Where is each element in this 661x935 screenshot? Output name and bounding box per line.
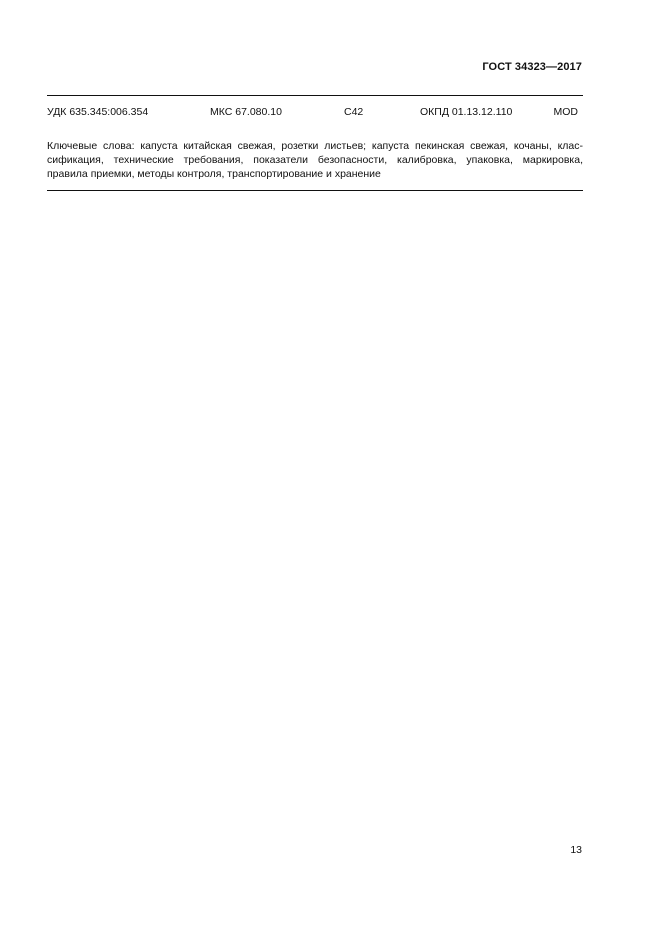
keywords-paragraph	[47, 139, 583, 181]
top-divider	[47, 95, 583, 96]
page-number: 13	[570, 844, 582, 856]
okp-code: С42	[344, 106, 364, 118]
keywords-line: сификация, технические требования, показатели безопасности, калибровка, упаковка, маркировка,	[47, 154, 583, 166]
okpd-code: ОКПД 01.13.12.110	[420, 106, 513, 118]
bottom-divider	[47, 190, 583, 191]
keywords-line: правила приемки, методы контроля, транспортирование и хранение	[47, 168, 381, 180]
mks-code: МКС 67.080.10	[210, 106, 282, 118]
keywords-line: Ключевые слова: капуста китайская свежая, розетки листьев; капуста пекинская свежая, кочаны, клас-	[47, 140, 583, 152]
classification-row	[47, 106, 578, 120]
modification-code: MOD	[553, 106, 578, 118]
udk-code: УДК 635.345:006.354	[47, 106, 149, 118]
document-code: ГОСТ 34323—2017	[482, 61, 582, 73]
